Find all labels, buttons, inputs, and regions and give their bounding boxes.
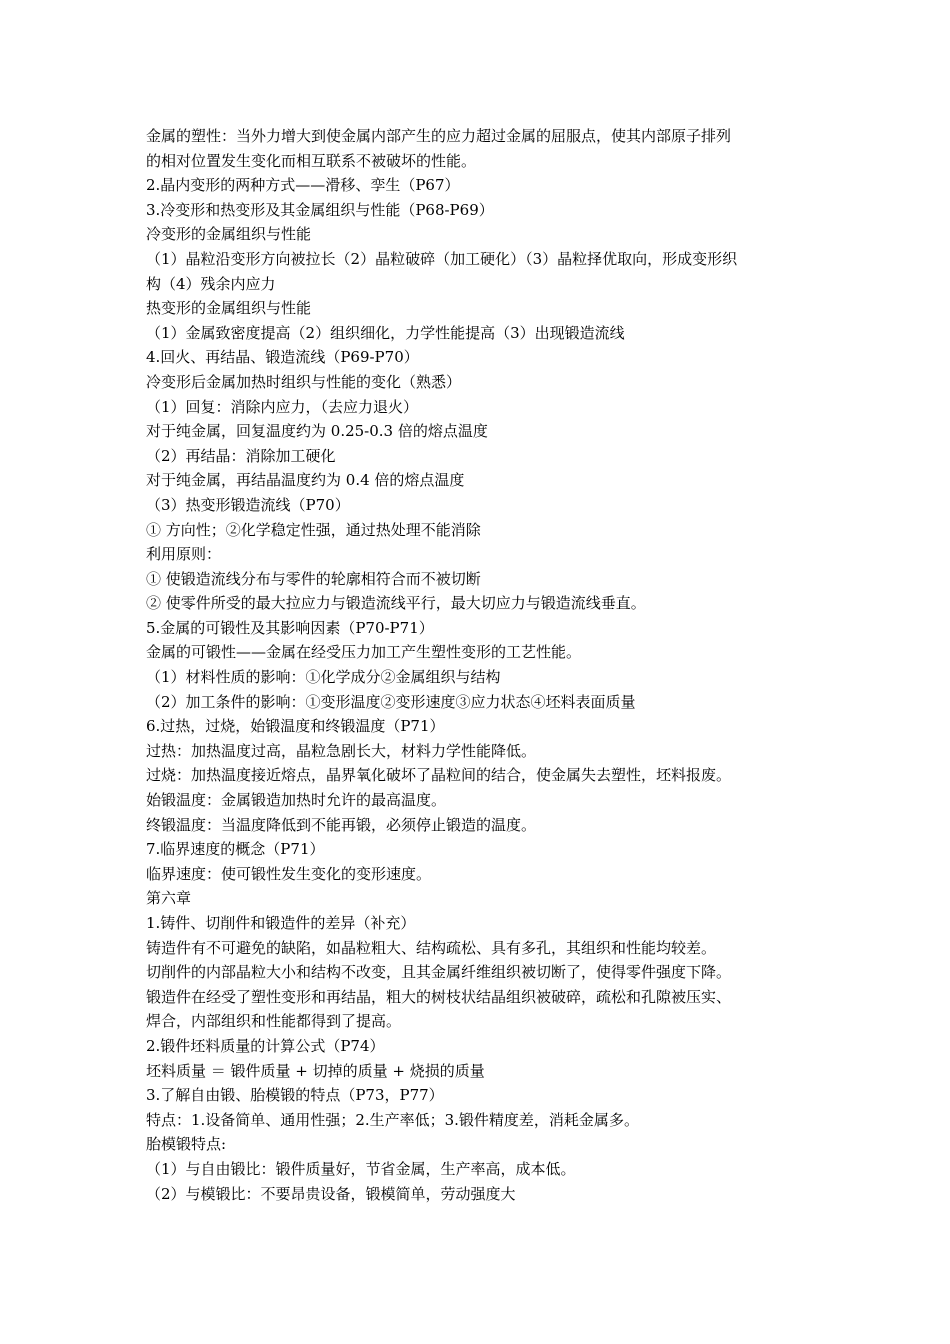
text-line: （2）再结晶：消除加工硬化 [146, 446, 336, 465]
section-heading: 3.冷变形和热变形及其金属组织与性能（P68-P69） [146, 200, 494, 219]
formula-line: 坯料质量 ＝ 锻件质量 + 切掉的质量 + 烧损的质量 [146, 1061, 485, 1080]
text-line: （1）材料性质的影响：①化学成分②金属组织与结构 [146, 668, 501, 687]
text-line: （1）回复：消除内应力，（去应力退火） [146, 397, 419, 416]
text-line: 过热：加热温度过高，晶粒急剧长大，材料力学性能降低。 [146, 741, 537, 760]
section-heading: 2.晶内变形的两种方式——滑移、孪生（P67） [146, 176, 460, 195]
text-line: 焊合，内部组织和性能都得到了提高。 [146, 1012, 402, 1031]
text-line: 临界速度：使可锻性发生变化的变形速度。 [146, 864, 432, 883]
section-heading: 4.回火、再结晶、锻造流线（P69-P70） [146, 348, 419, 367]
section-heading: 3.了解自由锻、胎模锻的特点（P73，P77） [146, 1086, 444, 1105]
text-line: ② 使零件所受的最大拉应力与锻造流线平行，最大切应力与锻造流线垂直。 [146, 594, 646, 613]
text-line: （1）晶粒沿变形方向被拉长（2）晶粒破碎（加工硬化）（3）晶粒择优取向，形成变形织 [146, 249, 738, 268]
text-line: （3）热变形锻造流线（P70） [146, 495, 350, 514]
text-line: 胎模锻特点: [146, 1135, 227, 1154]
text-line: 终锻温度：当温度降低到不能再锻，必须停止锻造的温度。 [146, 815, 537, 834]
text-line: 构（4）残余内应力 [146, 274, 276, 293]
text-line: 始锻温度：金属锻造加热时允许的最高温度。 [146, 791, 447, 810]
section-heading: 6.过热，过烧，始锻温度和终锻温度（P71） [146, 717, 445, 736]
text-line: 利用原则： [146, 545, 222, 564]
text-line: 金属的塑性：当外力增大到使金属内部产生的应力超过金属的屈服点，使其内部原子排列 [146, 127, 732, 145]
text-line: 对于纯金属，再结晶温度约为 0.4 倍的熔点温度 [146, 471, 465, 490]
text-line: 铸造件有不可避免的缺陷，如晶粒粗大、结构疏松、具有多孔，其组织和性能均较差。 [146, 938, 717, 957]
text-line: ① 方向性；②化学稳定性强，通过热处理不能消除 [146, 520, 481, 539]
text-line: 冷变形后金属加热时组织与性能的变化（熟悉） [146, 372, 462, 391]
text-line: （2）与模锻比：不要昂贵设备，锻模简单，劳动强度大 [146, 1184, 516, 1203]
text-line: 切削件的内部晶粒大小和结构不改变，且其金属纤维组织被切断了，使得零件强度下降。 [146, 963, 732, 982]
text-line: 的相对位置发生变化而相互联系不被破坏的性能。 [146, 151, 477, 170]
text-line: 过烧：加热温度接近熔点，晶界氧化破坏了晶粒间的结合，使金属失去塑性，坯料报废。 [146, 766, 732, 785]
text-line: 冷变形的金属组织与性能 [146, 225, 312, 244]
document-body [146, 124, 818, 1206]
text-line: 特点：1.设备简单、通用性强；2.生产率低；3.锻件精度差，消耗金属多。 [146, 1110, 639, 1129]
text-line: （2）加工条件的影响：①变形温度②变形速度③应力状态④坯料表面质量 [146, 692, 636, 711]
section-heading: 1.铸件、切削件和锻造件的差异（补充） [146, 914, 416, 932]
text-line: 对于纯金属，回复温度约为 0.25-0.3 倍的熔点温度 [146, 422, 488, 441]
text-line: 锻造件在经受了塑性变形和再结晶，粗大的树枝状结晶组织被破碎，疏松和孔隙被压实、 [146, 987, 732, 1006]
text-line: 热变形的金属组织与性能 [146, 299, 312, 318]
text-line: ① 使锻造流线分布与零件的轮廓相符合而不被切断 [146, 569, 481, 588]
text-line: （1）金属致密度提高（2）组织细化，力学性能提高（3）出现锻造流线 [146, 323, 625, 342]
section-heading: 7.临界速度的概念（P71） [146, 840, 325, 859]
text-line: 金属的可锻性——金属在经受压力加工产生塑性变形的工艺性能。 [146, 643, 582, 662]
text-line: （1）与自由锻比：锻件质量好，节省金属，生产率高，成本低。 [146, 1159, 576, 1178]
section-heading: 5.金属的可锻性及其影响因素（P70-P71） [146, 618, 434, 637]
section-heading: 2.锻件坯料质量的计算公式（P74） [146, 1036, 385, 1055]
chapter-heading: 第六章 [146, 889, 192, 908]
